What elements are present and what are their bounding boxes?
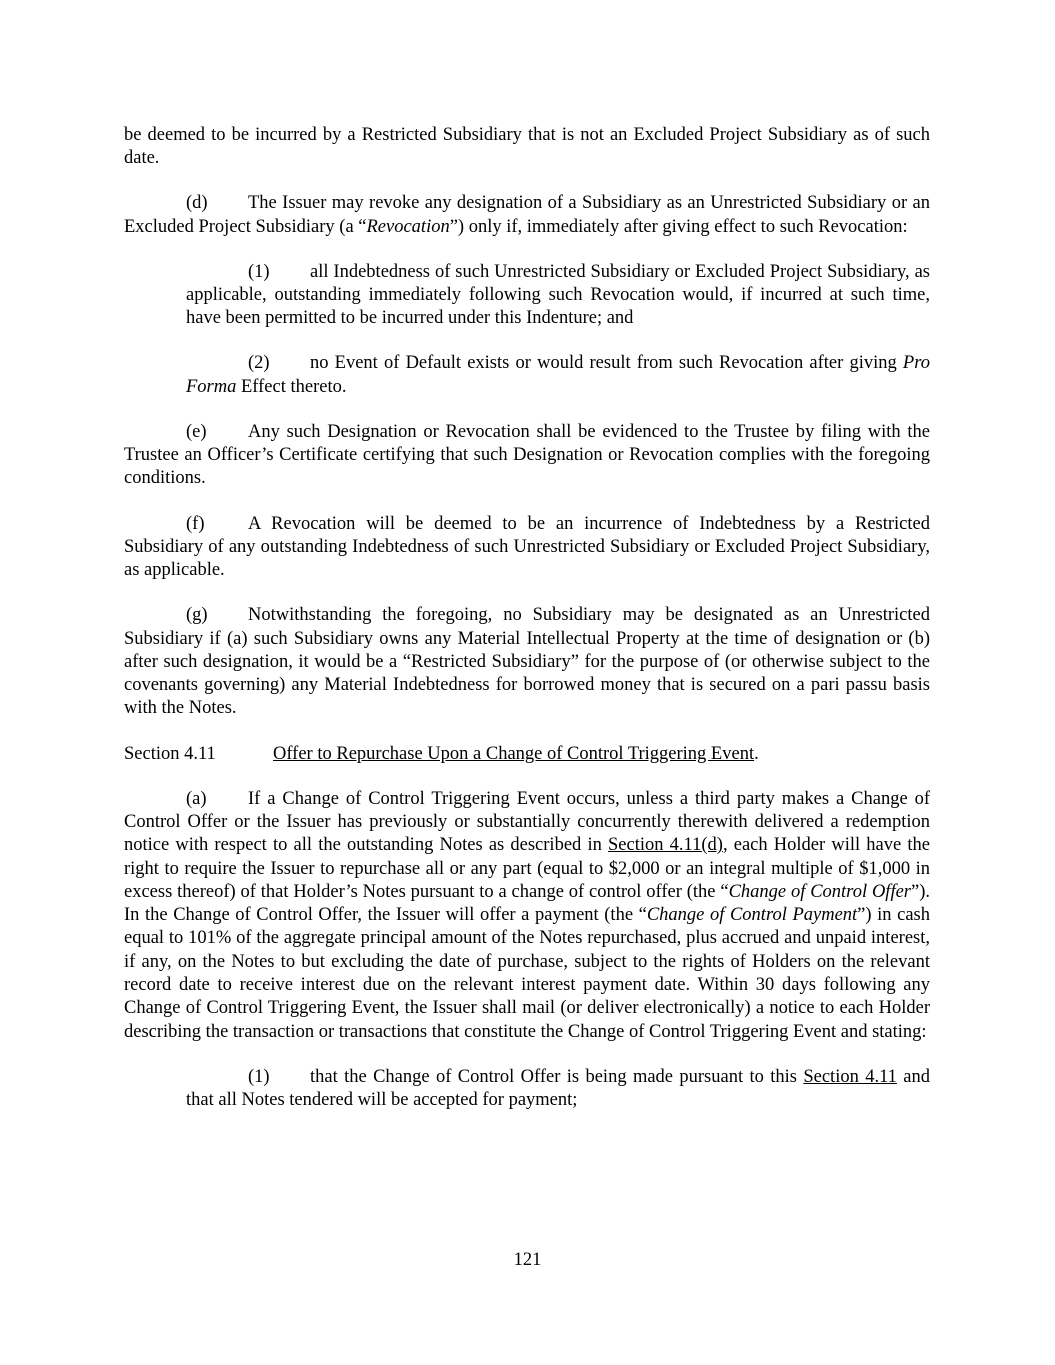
section-paragraph-a-label: (a) — [186, 788, 207, 809]
paragraph-g — [124, 604, 930, 720]
section-paragraph-a-text-3: ”). In the Change of Control Offer, the Issuer will offer a payment (the “ — [124, 881, 930, 926]
paragraph-f — [124, 513, 930, 583]
paragraph-e-label: (e) — [186, 421, 207, 442]
paragraph-f-text: A Revocation will be deemed to be an incurrence of Indebtedness by a Restricted Subsidiary of any outstanding Indebtedness of such Unrestricted Subsidiary or Excluded Project Subsidiary, as applicable. — [124, 513, 930, 581]
section-paragraph-a1-text-1: that the Change of Control Offer is being made pursuant to this — [310, 1066, 804, 1087]
paragraph-d2 — [186, 352, 930, 399]
paragraph-d1 — [186, 261, 930, 331]
defined-term-revocation: Revocation — [366, 216, 450, 237]
paragraph-d2-label: (2) — [248, 353, 270, 374]
section-paragraph-a1-text-2: and that all Notes tendered will be accepted for payment; — [186, 1066, 930, 1110]
section-title: Offer to Repurchase Upon a Change of Control Triggering Event — [273, 743, 755, 764]
paragraph-d — [124, 192, 930, 239]
paragraph-e — [124, 421, 930, 491]
cross-reference-section-4-11[interactable]: Section 4.11 — [803, 1066, 897, 1087]
paragraph-d1-label: (1) — [248, 261, 270, 282]
section-paragraph-a-text-4: ”) in cash equal to 101% of the aggregate principal amount of the Notes repurchased, plus accrued and unpaid interest, if any, on the Notes to but excluding the date of purchase, subject to the rights of Holders on the relevant record date to receive interest due on the relevant interest payment date. Within 30 days following any Change of Control Triggering Event, the Issuer shall mail (or deliver electronically) a notice to each Holder describing the transaction or transactions that constitute the Change of Control Triggering Event and stating: — [124, 905, 930, 1042]
section-number: Section 4.11 — [124, 743, 216, 764]
document-page — [124, 124, 930, 1134]
cross-reference-section-4-11-d[interactable]: Section 4.11(d) — [608, 835, 723, 856]
paragraph-g-text: Notwithstanding the foregoing, no Subsidiary may be designated as an Unrestricted Subsidiary if (a) such Subsidiary owns any Material Intellectual Property at the time of designation or (b) after such designation, it would be a “Restricted Subsidiary” for the purpose of (or otherwise subject to the covenants governing) any Material Indebtedness for borrowed money that is secured on a pari passu basis with the Notes. — [124, 605, 930, 719]
paragraph-d2-text-1: no Event of Default exists or would result from such Revocation after giving — [310, 353, 903, 374]
section-paragraph-a1 — [186, 1066, 930, 1113]
paragraph-d2-text-2: Effect thereto. — [236, 376, 347, 397]
section-paragraph-a-text-1: If a Change of Control Triggering Event occurs, unless a third party makes a Change of Control Offer or the Issuer has previously or substantially concurrently therewith delivered a redemption notice with respect to all the outstanding Notes as described in — [124, 788, 930, 856]
paragraph-d1-text: all Indebtedness of such Unrestricted Subsidiary or Excluded Project Subsidiary, as applicable, outstanding immediately following such Revocation would, if incurred at such time, have been permitted to be incurred under this Indenture; and — [186, 261, 930, 329]
section-heading — [124, 743, 930, 766]
paragraph-continuation: be deemed to be incurred by a Restricted Subsidiary that is not an Excluded Project Subsidiary as of such date. — [124, 125, 930, 169]
defined-term-change-of-control-offer: Change of Control Offer — [728, 881, 911, 902]
paragraph-d-text-1: The Issuer may revoke any designation of a Subsidiary as an Unrestricted Subsidiary or an Excluded Project Subsidiary (a “ — [124, 193, 930, 237]
page-number: 121 — [513, 1250, 542, 1270]
paragraph-g-label: (g) — [186, 605, 208, 626]
term-pro-forma: Pro Forma — [186, 353, 930, 397]
paragraph-f-label: (f) — [186, 513, 205, 534]
paragraph-e-text: Any such Designation or Revocation shall be evidenced to the Trustee by filing with the Trustee an Officer’s Certificate certifying that such Designation or Revocation complies with the foregoing conditions. — [124, 421, 930, 489]
section-title-period: . — [754, 743, 759, 764]
section-paragraph-a1-label: (1) — [248, 1066, 270, 1087]
section-paragraph-a-text-2: , each Holder will have the right to require the Issuer to repurchase all or any part (equal to $2,000 or an integral multiple of $1,000 in excess thereof) of that Holder’s Notes pursuant to a change of control offer (the “ — [124, 835, 930, 902]
section-paragraph-a — [124, 788, 930, 1044]
paragraph-d-label: (d) — [186, 193, 208, 214]
defined-term-change-of-control-payment: Change of Control Payment — [646, 905, 858, 926]
paragraph-d-text-2: ”) only if, immediately after giving effect to such Revocation: — [449, 216, 908, 237]
